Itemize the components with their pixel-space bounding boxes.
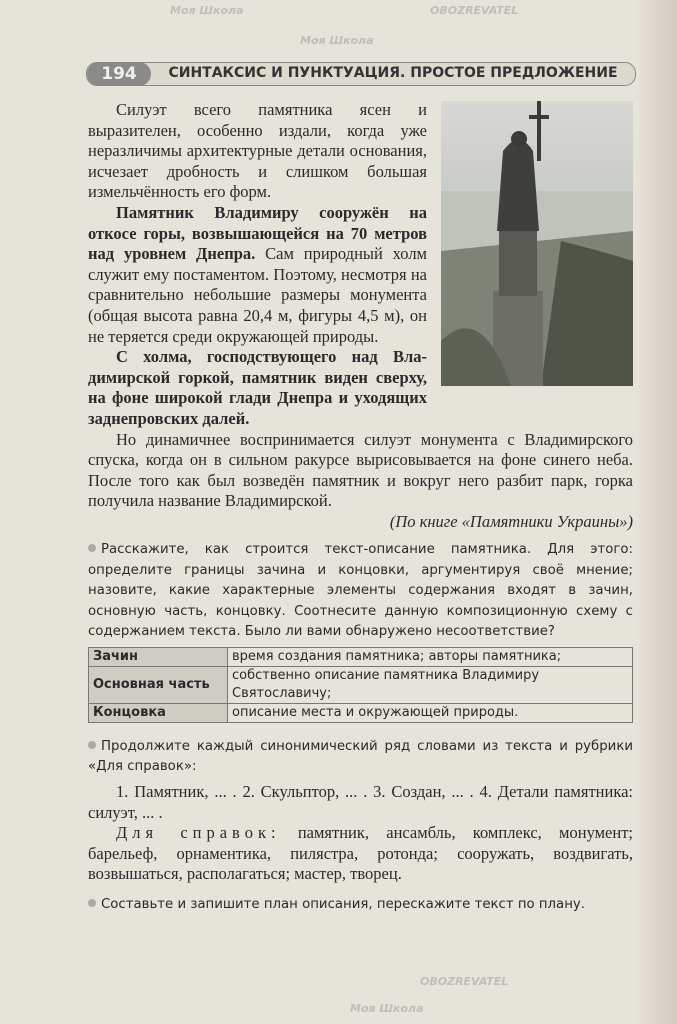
task-2 — [88, 737, 633, 778]
row-key: Основная часть — [89, 666, 228, 703]
composition-table — [88, 647, 633, 723]
paragraph-1: Силуэт всего памятника ясен и выразителен, особенно издали, когда уже неразличимы архитектурные детали основания, исчезает дробность и слишком большая измельчённость его форм. — [88, 100, 427, 202]
exercise-block — [88, 782, 633, 885]
exercise-text: 1. Памятник, ... . 2. Скульптор, ... . 3. Создан, ... . 4. Детали памятника: силуэт, ... . — [88, 781, 633, 822]
bullet-icon — [88, 544, 96, 552]
watermark: OBOZREVATEL — [420, 975, 509, 988]
text-source: (По книге «Памятники Украины») — [389, 511, 633, 531]
bullet-icon — [88, 899, 96, 907]
row-value: собственно описание памятника Владимиру Святославичу; — [228, 666, 633, 703]
paragraph-2-bold: Памятник Владимиру сооружён на откосе горы, возвышающейся на 70 метров над уровнем Днепра. — [88, 202, 427, 264]
watermark: OBOZREVATEL — [430, 4, 519, 17]
table-row — [89, 703, 633, 722]
paragraph-3-end: димирской горкой, памятник виден сверху, на фоне широкой глади Днепра и уходящих заднепровских далей. — [88, 367, 427, 428]
paragraph-3-start: С холма, господствующего над Вла- — [116, 347, 427, 367]
page-content — [88, 100, 633, 915]
reference-text: памятник, ансамбль, комплекс, монумент; барельеф, орнаментика, пилястра, ротонда; сооружать, воздвигать, возвышаться, располагаться; мастер, творец. — [88, 823, 633, 884]
row-value: описание места и окружающей природы. — [228, 703, 633, 722]
table-row — [89, 647, 633, 666]
page-edge-shadow — [637, 0, 677, 1024]
reference-block — [88, 823, 633, 885]
row-key: Зачин — [89, 647, 228, 666]
task-1 — [88, 540, 633, 643]
watermark: Моя Школа — [170, 4, 244, 17]
reference-label: Для справок: — [116, 823, 281, 843]
task-2-text: Продолжите каждый синонимический ряд словами из текста и рубрики «Для справок»: — [88, 738, 633, 775]
monument-photo — [441, 101, 633, 386]
paragraph-2-rest: Сам природный холм служит ему постаментом. Поэтому, несмотря на сравнительно небольшие размеры монумента (общая высота равна 20,4 м, фигуры 4,5 м), он не теряется среди окружающей природы. — [88, 244, 427, 346]
task-3-text: Составьте и запишите план описания, перескажите текст по плану. — [101, 896, 585, 912]
page-number: 194 — [87, 62, 151, 86]
bullet-icon — [88, 741, 96, 749]
table-row — [89, 666, 633, 703]
row-key: Концовка — [89, 703, 228, 722]
task-1-text: Расскажите, как строится текст-описание памятника. Для этого: определите границы зачина и концовки, аргументируя своё мнение; назовите, какие характерные элементы содержания входят в зачин, основную часть, концовку. Соотнесите данную композиционную схему с содержанием текста. Было ли вами обнаружено несоответствие? — [88, 542, 633, 640]
watermark: Моя Школа — [350, 1002, 424, 1015]
vladimir-monument-image — [441, 101, 633, 386]
page-header — [86, 62, 636, 86]
row-value: время создания памятника; авторы памятника; — [228, 647, 633, 666]
task-3 — [88, 895, 633, 916]
chapter-title: СИНТАКСИС И ПУНКТУАЦИЯ. ПРОСТОЕ ПРЕДЛОЖЕНИЕ — [168, 65, 618, 81]
paragraph-4: Но динамичнее воспринимается силуэт монумента с Владимирского спуска, когда он в сильном ракурсе вырисовывается на фоне синего неба. После того как был возведён памятник и вокруг него разбит парк, горка получила название Владимирской. — [88, 429, 633, 511]
watermark: Моя Школа — [300, 34, 374, 47]
